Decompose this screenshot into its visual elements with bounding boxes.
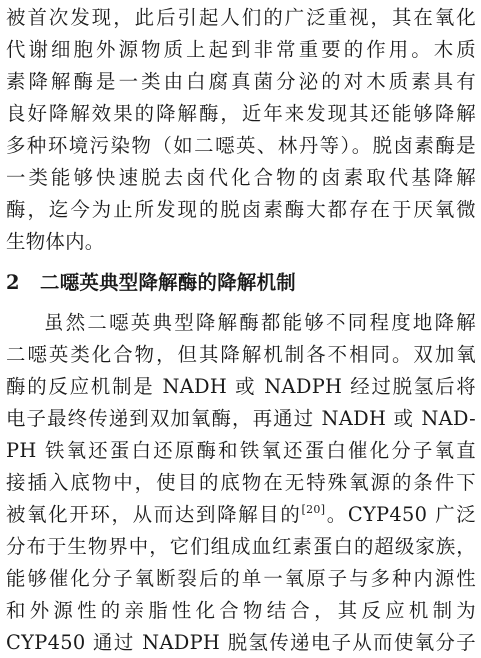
paragraph-line: 和外源性的亲脂性化合物结合，其反应机制为 bbox=[6, 599, 476, 622]
paragraph-line: 良好降解效果的降解酶，近年来发现其还能够降解 bbox=[6, 102, 476, 125]
citation-marker: [20] bbox=[301, 503, 326, 516]
paragraph-line: 素降解酶是一类由白腐真菌分泌的对木质素具有 bbox=[6, 70, 476, 93]
paragraph-line: 能够催化分子氧断裂后的单一氧原子与多种内源性 bbox=[6, 567, 476, 590]
paragraph-line: 酶，迄今为止所发现的脱卤素酶大都存在于厌氧微 bbox=[6, 198, 476, 221]
paragraph-line: 酶的反应机制是 NADH 或 NADPH 经过脱氢后将 bbox=[6, 375, 476, 398]
paragraph-line: 接插入底物中，使目的底物在无特殊氧源的条件下 bbox=[6, 471, 476, 494]
section-title: 二噁英典型降解酶的降解机制 bbox=[40, 271, 296, 294]
section-heading bbox=[6, 270, 296, 296]
paragraph-line: 分布于生物界中，它们组成血红素蛋白的超级家族， bbox=[6, 535, 476, 558]
section-number: 2 bbox=[6, 271, 20, 294]
paragraph-line-text: 被氧化开环，从而达到降解目的 bbox=[6, 503, 302, 526]
paragraph-line: CYP450 通过 NADPH 脱氢传递电子从而使氧分子 bbox=[6, 631, 476, 654]
paragraph-line: 电子最终传递到双加氧酶，再通过 NADH 或 NAD- bbox=[6, 407, 476, 430]
paragraph-line bbox=[6, 502, 476, 531]
paragraph-line-text: 。CYP450 广泛 bbox=[325, 503, 476, 526]
paragraph-line: PH 铁氧还蛋白还原酶和铁氧还蛋白催化分子氧直 bbox=[6, 439, 476, 462]
paragraph-line: 二噁英类化合物，但其降解机制各不相同。双加氧 bbox=[6, 343, 476, 366]
paragraph-line: 一类能够快速脱去卤代化合物的卤素取代基降解 bbox=[6, 166, 476, 189]
paragraph-line: 虽然二噁英典型降解酶都能够不同程度地降解 bbox=[44, 311, 476, 334]
paragraph-line: 多种环境污染物（如二噁英、林丹等）。脱卤素酶是 bbox=[6, 134, 476, 157]
paragraph-line: 代谢细胞外源物质上起到非常重要的作用。木质 bbox=[6, 38, 476, 61]
paragraph-line: 生物体内。 bbox=[6, 230, 105, 253]
paragraph-line: 被首次发现，此后引起人们的广泛重视，其在氧化 bbox=[6, 6, 476, 29]
